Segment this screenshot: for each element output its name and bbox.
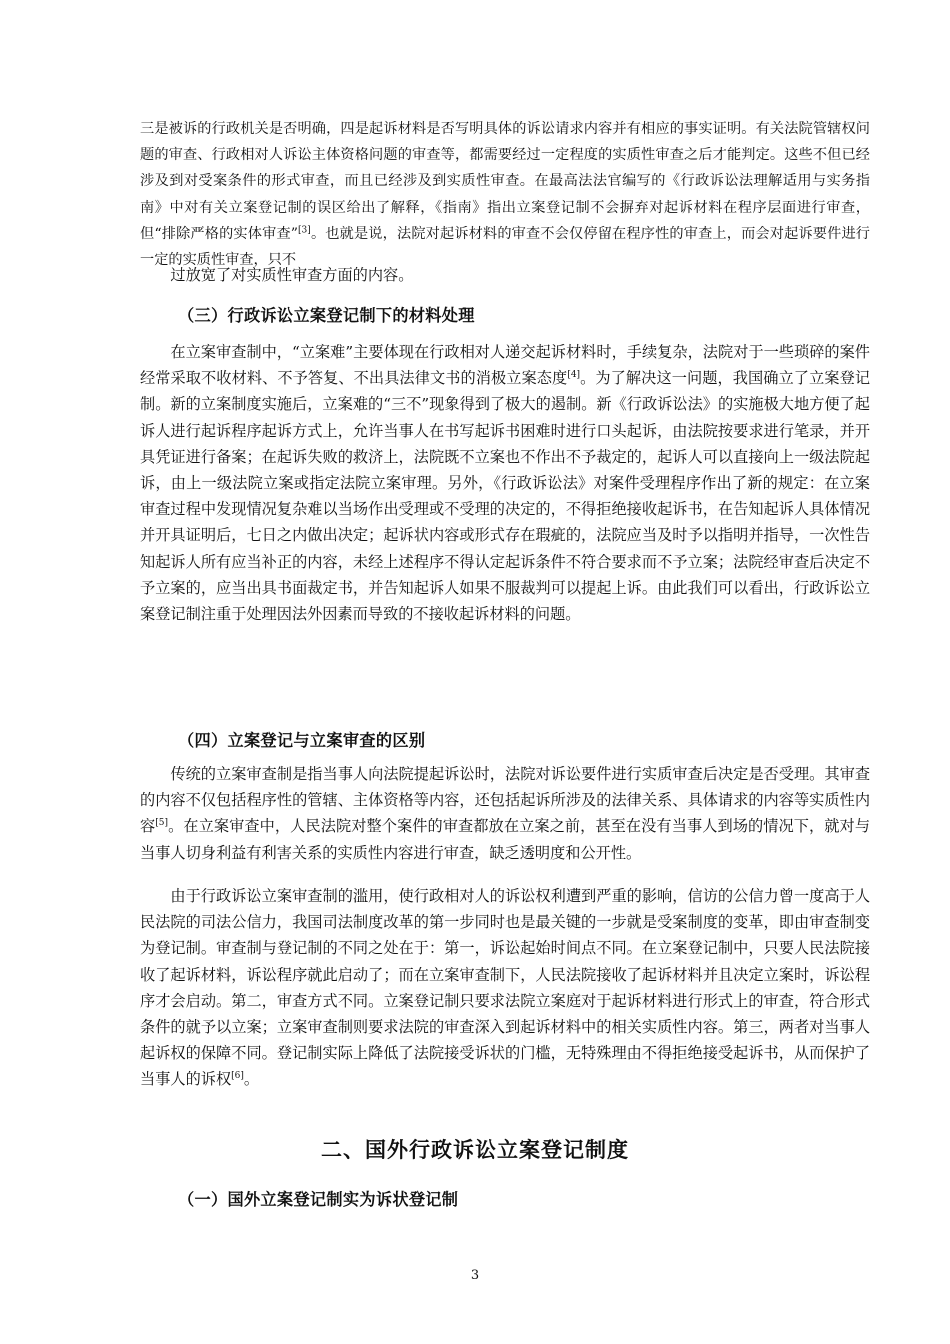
paragraph-body bbox=[140, 761, 870, 866]
section-heading-1: （一）国外立案登记制实为诉状登记制 bbox=[178, 1190, 459, 1209]
section-heading-3: （三）行政诉讼立案登记制下的材料处理 bbox=[178, 306, 475, 325]
paragraph-body bbox=[140, 339, 870, 627]
paragraph-last-line bbox=[140, 262, 870, 288]
paragraph-text-tail: 。在立案审查中，人民法院对整个案件的审查都放在立案之前，甚至在没有当事人到场的情况下，就对与当事人切身利益有利害关系的实质性内容进行审查，缺乏透明度和公开性。 bbox=[140, 817, 871, 862]
paragraph-text-tail: 。为了解决这一问题，我国确立了立案登记制。新的立案制度实施后，立案难的“三不”现象得到了极大的遏制。新《行政诉讼法》的实施极大地方便了起诉人进行起诉程序起诉方式上，允许当事人在书写起诉书困难时进行口头起诉，由法院按要求进行笔录，并开具凭证进行备案；在起诉失败的救济上，法院既不立案也不作出不予裁定的，起诉人可以直接向上一级法院起诉，由上一级法院立案或指定法院立案审理。另外，《行政诉讼法》对案件受理程序作出了新的规定：在立案审查过程中发现情况复杂难以当场作出受理或不受理的决定的，不得拒绝接收起诉书，在告知起诉人具体情况并开具证明后，七日之内做出决定；起诉状内容或形式存在瑕疵的，法院应当及时予以指明并指导，一次性告知起诉人所有应当补正的内容，未经上述程序不得认定起诉条件不符合要求而不予立案；法院经审查后决定不予立案的，应当出具书面裁定书，并告知起诉人如果不服裁判可以提起上诉。由此我们可以看出，行政诉讼立案登记制注重于处理因法外因素而导致的不接收起诉材料的问题。 bbox=[140, 369, 871, 624]
citation-ref: [4] bbox=[567, 370, 581, 381]
paragraph-body bbox=[140, 883, 870, 1093]
paragraph-text: 由于行政诉讼立案审查制的滥用，使行政相对人的诉讼权利遭到严重的影响，信访的公信力曾一度高于人民法院的司法公信力，我国司法制度改革的第一步同时也是最关键的一步就是受案制度的变革，即由审查制变为登记制。审查制与登记制的不同之处在于：第一，诉讼起始时间点不同。在立案登记制中，只要人民法院接收了起诉材料，诉讼程序就此启动了；而在立案审查制下，人民法院接收了起诉材料并且决定立案时，诉讼程序才会启动。第二，审查方式不同。立案登记制只要求法院立案庭对于起诉材料进行形式上的审查，符合形式条件的就予以立案；立案审查制则要求法院的审查深入到起诉材料中的相关实质性内容。第三，两者对当事人起诉权的保障不同。登记制实际上降低了法院接受诉状的门槛，无特殊理由不得拒绝接受起诉书，从而保护了当事人的诉权 bbox=[140, 887, 870, 1089]
paragraph-text-tail: 。 bbox=[243, 1070, 260, 1089]
paragraph-text-tail: 。也就是说，法院对起诉材料的审查不会仅停留在程序性的审查上，而会对起诉要件进行一定的实质性审查，只不 bbox=[140, 225, 870, 269]
paragraph-text: 三是被诉的行政机关是否明确，四是起诉材料是否写明具体的诉讼请求内容并有相应的事实证明。有关法院管辖权问题的审查、行政相对人诉讼主体资格问题的审查等，都需要经过一定程度的实质性审查之后才能判定。这些不但已经涉及到对受案条件的形式审查，而且已经涉及到实质性审查。在最高法法官编写的《行政诉讼法理解适用与实务指南》中对有关立案登记制的误区给出了解释，《指南》指出立案登记制不会摒弃对起诉材料在程序层面进行审查，但“排除严格的实体审查” bbox=[140, 121, 870, 242]
chapter-heading: 二、国外行政诉讼立案登记制度 bbox=[321, 1138, 629, 1162]
paragraph-text: 传统的立案审查制是指当事人向法院提起诉讼时，法院对诉讼要件进行实质审查后决定是否受理。其审查的内容不仅包括程序性的管辖、主体资格等内容，还包括起诉所涉及的法律关系、具体请求的内容等实质性内容 bbox=[140, 765, 870, 836]
paragraph-materials bbox=[140, 339, 870, 627]
citation-ref: [5] bbox=[155, 818, 169, 829]
paragraph-body bbox=[140, 116, 870, 273]
section-heading-4: （四）立案登记与立案审查的区别 bbox=[178, 731, 426, 750]
paragraph-reform bbox=[140, 883, 870, 1093]
citation-ref: [3] bbox=[298, 225, 311, 236]
paragraph-text: 在立案审查制中，“立案难”主要体现在行政相对人递交起诉材料时，手续复杂，法院对于一些琐碎的案件经常采取不收材料、不予答复、不出具法律文书的消极立案态度 bbox=[140, 343, 870, 388]
page-number: 3 bbox=[470, 1268, 480, 1283]
paragraph-difference bbox=[140, 761, 870, 866]
paragraph-line: 过放宽了对实质性审查方面的内容。 bbox=[170, 266, 414, 284]
citation-ref: [6] bbox=[231, 1071, 244, 1082]
paragraph-continuation bbox=[140, 116, 870, 273]
